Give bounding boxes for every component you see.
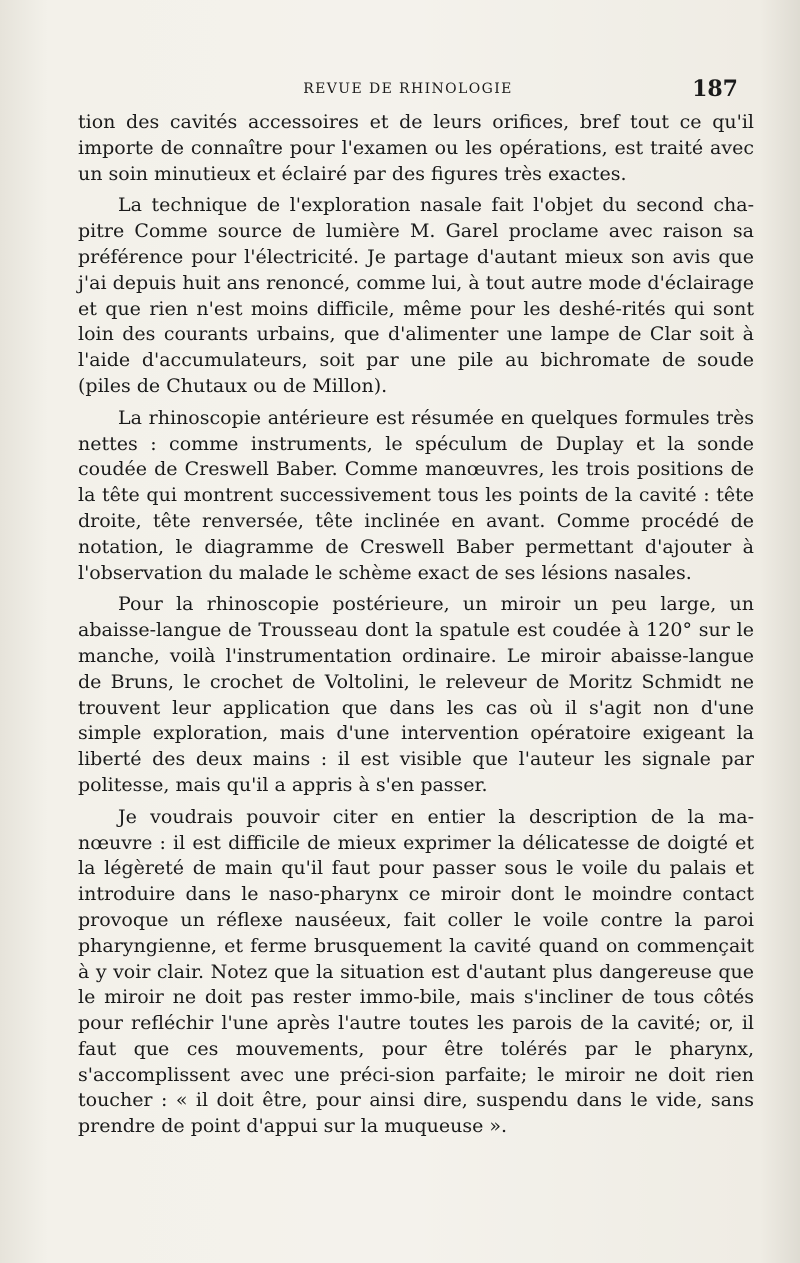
running-title: REVUE DE RHINOLOGIE <box>303 81 513 97</box>
paragraph: Pour la rhinoscopie postérieure, un miroir un peu large, un abaisse-langue de Trousseau dont la spatule est coudée à 120° sur le manche, voilà l'instrumentation ordinaire. Le miroir abaisse-langue de Bruns, le crochet de Voltolini, le releveur de Moritz Schmidt ne trouvent leur application que dans les cas où il s'agit non d'une simple exploration, mais d'une intervention opératoire exigeant la liberté des deux mains : il est visible que l'auteur les signale par politesse, mais qu'il a appris à s'en passer. <box>78 593 754 796</box>
paragraph: La technique de l'exploration nasale fait l'objet du second cha-pitre Comme source de lumière M. Garel proclame avec raison sa préférence pour l'électricité. Je partage d'autant mieux son avis que j'ai depuis huit ans renoncé, comme lui, à tout autre mode d'éclairage et que rien n'est moins difficile, même pour les deshé-rités qui sont loin des courants urbains, que d'alimenter une lampe de Clar soit à l'aide d'accumulateurs, soit par une pile au bichromate de soude (piles de Chutaux ou de Millon). <box>78 194 754 397</box>
body-text <box>78 110 754 1146</box>
running-head <box>78 78 738 102</box>
paragraph: tion des cavités accessoires et de leurs orifices, bref tout ce qu'il importe de connaître pour l'examen ou les opérations, est traité avec un soin minutieux et éclairé par des figures très exactes. <box>78 111 754 185</box>
page-number: 187 <box>692 76 738 102</box>
paragraph: La rhinoscopie antérieure est résumée en quelques formules très nettes : comme instruments, le spéculum de Duplay et la sonde coudée de Creswell Baber. Comme manœuvres, les trois positions de la tête qui montrent successivement tous les points de la cavité : tête droite, tête renversée, tête inclinée en avant. Comme procédé de notation, le diagramme de Creswell Baber permettant d'ajouter à l'observation du malade le schème exact de ses lésions nasales. <box>78 406 754 584</box>
paragraph: Je voudrais pouvoir citer en entier la description de la ma-nœuvre : il est difficile de mieux exprimer la délicatesse de doigté et la légèreté de main qu'il faut pour passer sous le voile du palais et introduire dans le naso-pharynx ce miroir dont le moindre contact provoque un réflexe nauséeux, fait coller le voile contre la paroi pharyngienne, et ferme brusquement la cavité quand on commençait à y voir clair. Notez que la situation est d'autant plus dangereuse que le miroir ne doit pas rester immo-bile, mais s'incliner de tous côtés pour refléchir l'une après l'autre toutes les parois de la cavité; or, il faut que ces mouvements, pour être tolérés par le pharynx, s'accomplissent avec une préci-sion parfaite; le miroir ne doit rien toucher : « il doit être, pour ainsi dire, suspendu dans le vide, sans prendre de point d'appui sur la muqueuse ». <box>78 805 754 1138</box>
